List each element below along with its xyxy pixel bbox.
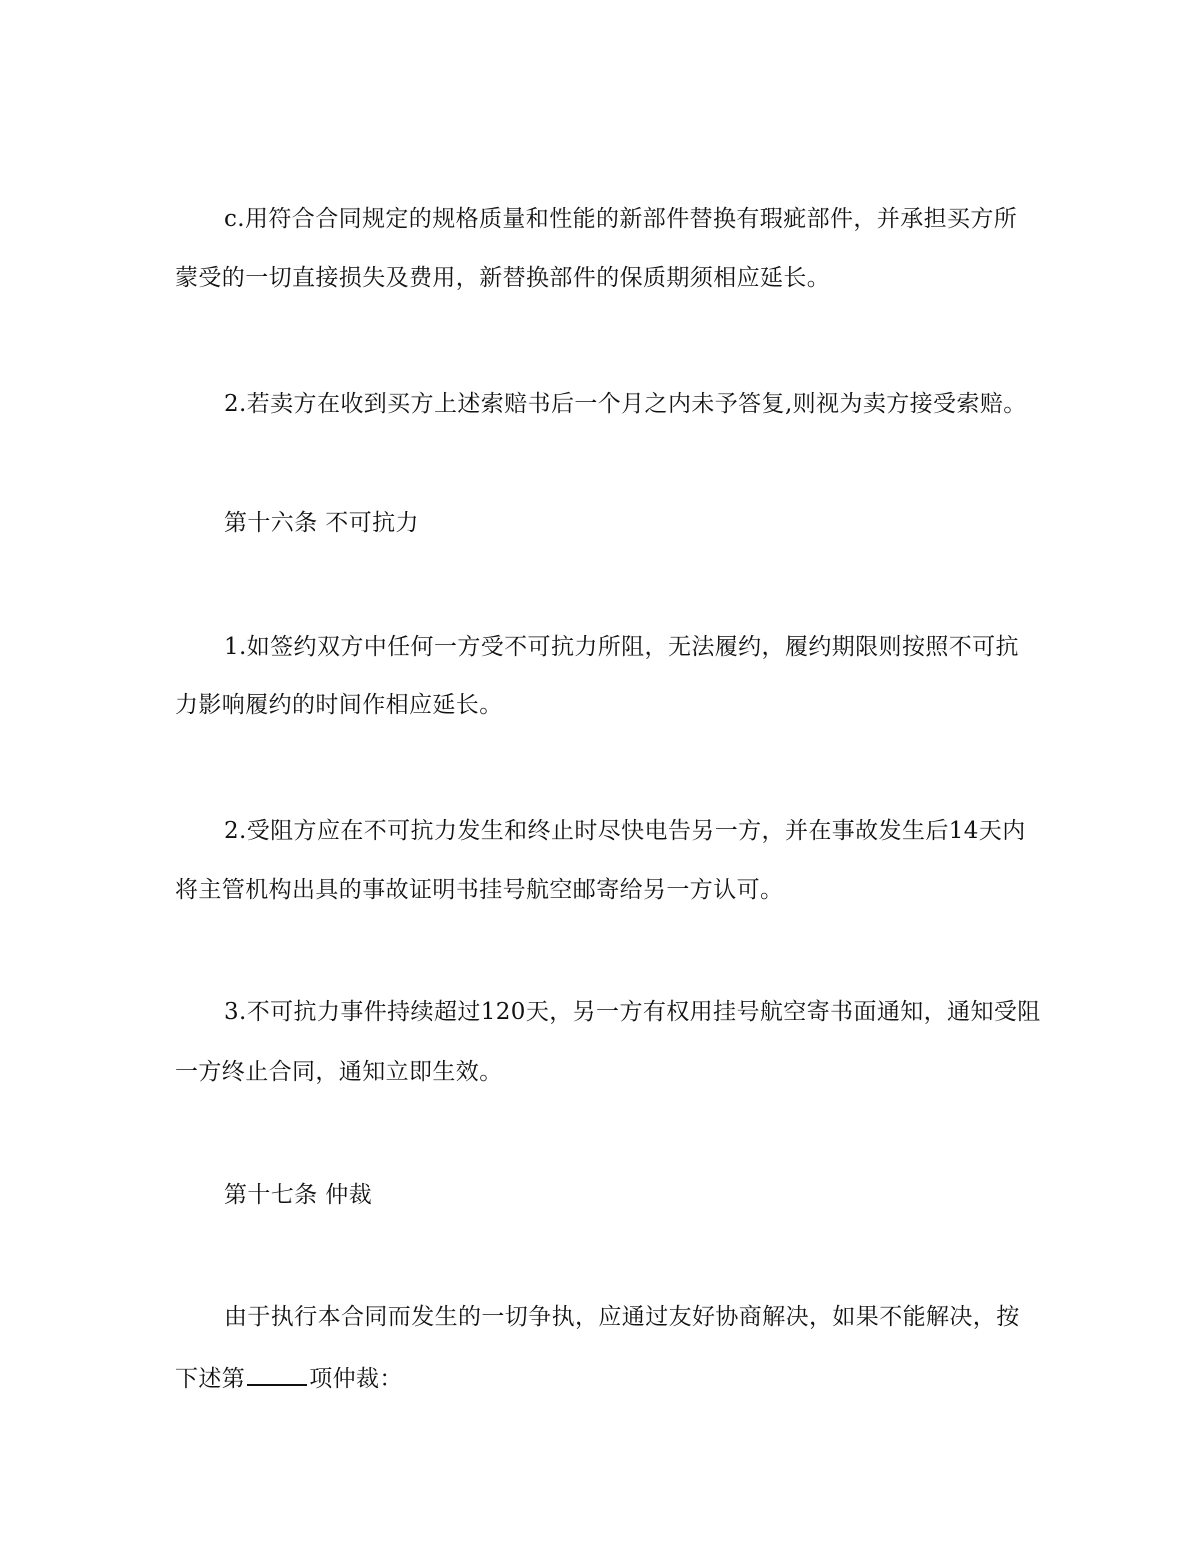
clause-c-line-2: 蒙受的一切直接损失及费用，新替换部件的保质期须相应延长。: [175, 265, 831, 291]
arbitration-line-2: [175, 1362, 403, 1394]
article-17-heading: 第十七条 仲裁: [224, 1182, 373, 1208]
force-majeure-1-line-1: 1.如签约双方中任何一方受不可抗力所阻，无法履约，履约期限则按照不可抗: [224, 634, 1019, 660]
force-majeure-3-line-2: 一方终止合同，通知立即生效。: [175, 1059, 503, 1085]
arbitration-prefix: 下述第: [175, 1366, 246, 1392]
force-majeure-3-line-1: 3.不可抗力事件持续超过120天，另一方有权用挂号航空寄书面通知，通知受阻: [224, 999, 1041, 1025]
force-majeure-2-line-2: 将主管机构出具的事故证明书挂号航空邮寄给另一方认可。: [175, 877, 784, 903]
arbitration-suffix: 项仲裁：: [309, 1366, 403, 1392]
fill-in-blank[interactable]: [247, 1362, 307, 1386]
article-16-heading: 第十六条 不可抗力: [224, 510, 419, 536]
clause-2-claim-line: 2.若卖方在收到买方上述索赔书后一个月之内未予答复,则视为卖方接受索赔。: [224, 391, 1027, 417]
clause-c-line-1: c.用符合合同规定的规格质量和性能的新部件替换有瑕疵部件，并承担买方所: [224, 206, 1018, 232]
force-majeure-1-line-2: 力影响履约的时间作相应延长。: [175, 692, 503, 718]
arbitration-line-1: 由于执行本合同而发生的一切争执，应通过友好协商解决，如果不能解决，按: [224, 1304, 1020, 1330]
force-majeure-2-line-1: 2.受阻方应在不可抗力发生和终止时尽快电告另一方，并在事故发生后14天内: [224, 818, 1026, 844]
